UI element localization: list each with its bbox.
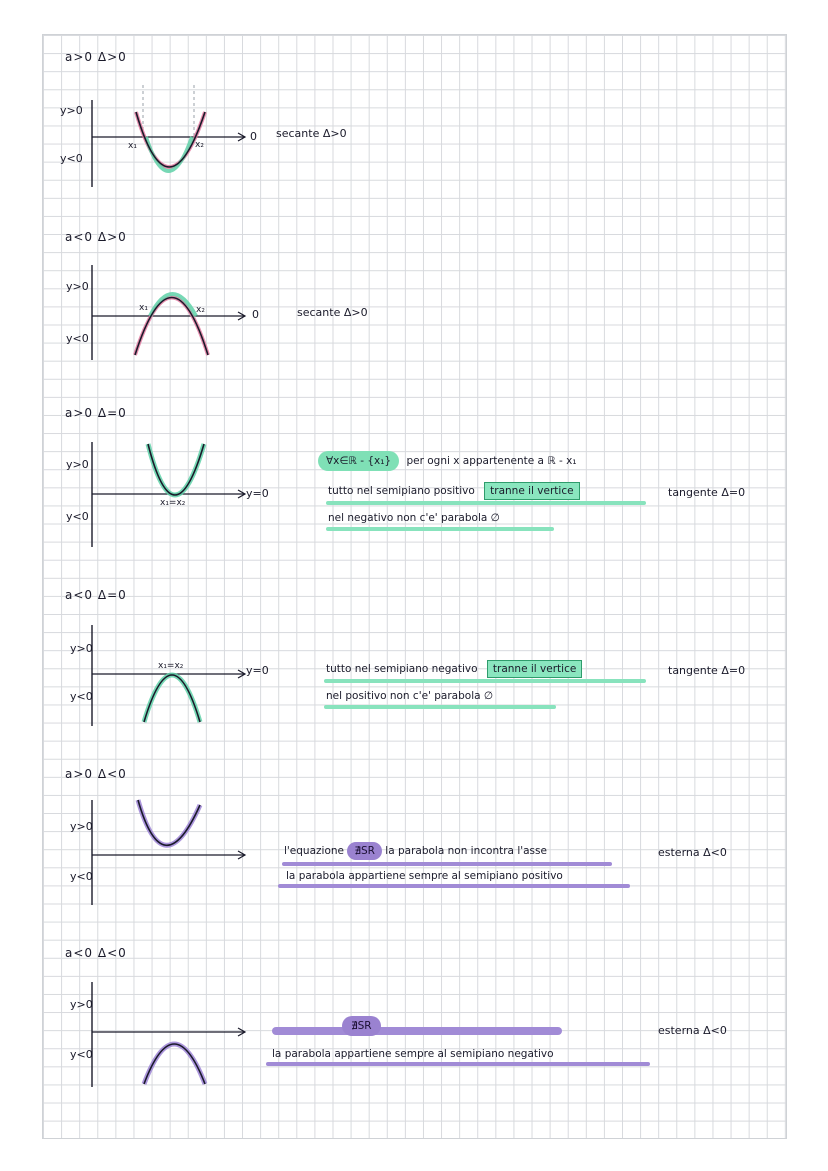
positive-half-note: nel positivo non c'e' parabola ∅: [326, 690, 494, 702]
positive-half-text: tutto nel semipiano positivo: [328, 485, 475, 497]
y-negative-label: y<0: [70, 690, 93, 703]
no-intersection-note: [342, 1020, 381, 1032]
y-positive-label: y>0: [70, 820, 93, 833]
intersection-type-label: esterna Δ<0: [658, 1024, 727, 1037]
axis-origin-label: 0: [250, 130, 257, 143]
axis-origin-label: y=0: [246, 664, 269, 677]
root-x1-label: x₁: [128, 141, 137, 151]
condition-heading: a>0 Δ=0: [65, 406, 127, 420]
highlight-underline: [266, 1062, 650, 1066]
y-negative-label: y<0: [66, 332, 89, 345]
root-x1-label: x₁: [139, 303, 148, 313]
y-negative-label: y<0: [60, 152, 83, 165]
intersection-type-label: tangente Δ=0: [668, 664, 746, 677]
y-positive-label: y>0: [70, 998, 93, 1011]
condition-heading: a<0 Δ<0: [65, 946, 127, 960]
root-x2-label: x₂: [196, 305, 205, 315]
always-positive-note: la parabola appartiene sempre al semipiano positivo: [286, 870, 563, 882]
no-solution-pill: ∄SR: [342, 1016, 381, 1036]
y-negative-label: y<0: [70, 870, 93, 883]
except-vertex-box: tranne il vertice: [487, 660, 582, 678]
except-vertex-box: tranne il vertice: [484, 482, 579, 500]
no-solution-pill: ∄SR: [347, 842, 382, 860]
axis-origin-label: 0: [252, 308, 259, 321]
vertex-root-label: x₁=x₂: [158, 661, 184, 671]
always-negative-note: la parabola appartiene sempre al semipiano negativo: [272, 1048, 554, 1060]
intersection-type-label: tangente Δ=0: [668, 486, 746, 499]
y-positive-label: y>0: [66, 458, 89, 471]
intersection-type-label: secante Δ>0: [276, 127, 347, 140]
y-negative-label: y<0: [66, 510, 89, 523]
highlight-bar: [272, 1027, 562, 1035]
equation-text: l'equazione: [284, 845, 344, 857]
condition-heading: a<0 Δ>0: [65, 230, 127, 244]
y-positive-label: y>0: [66, 280, 89, 293]
y-negative-label: y<0: [70, 1048, 93, 1061]
no-intersection-text: la parabola non incontra l'asse: [385, 845, 547, 857]
condition-heading: a<0 Δ=0: [65, 588, 127, 602]
y-positive-label: y>0: [60, 104, 83, 117]
intersection-type-label: esterna Δ<0: [658, 846, 727, 859]
root-x2-label: x₂: [195, 140, 204, 150]
negative-half-note: nel negativo non c'e' parabola ∅: [328, 512, 500, 524]
condition-heading: a>0 Δ<0: [65, 767, 127, 781]
domain-highlight: ∀x∈ℝ - {x₁}: [318, 451, 399, 471]
axis-origin-label: y=0: [246, 487, 269, 500]
intersection-type-label: secante Δ>0: [297, 306, 368, 319]
vertex-root-label: x₁=x₂: [160, 498, 186, 508]
y-positive-label: y>0: [70, 642, 93, 655]
negative-half-text: tutto nel semipiano negativo: [326, 663, 478, 675]
domain-explanation: per ogni x appartenente a ℝ - x₁: [406, 455, 577, 467]
condition-heading: a>0 Δ>0: [65, 50, 127, 64]
